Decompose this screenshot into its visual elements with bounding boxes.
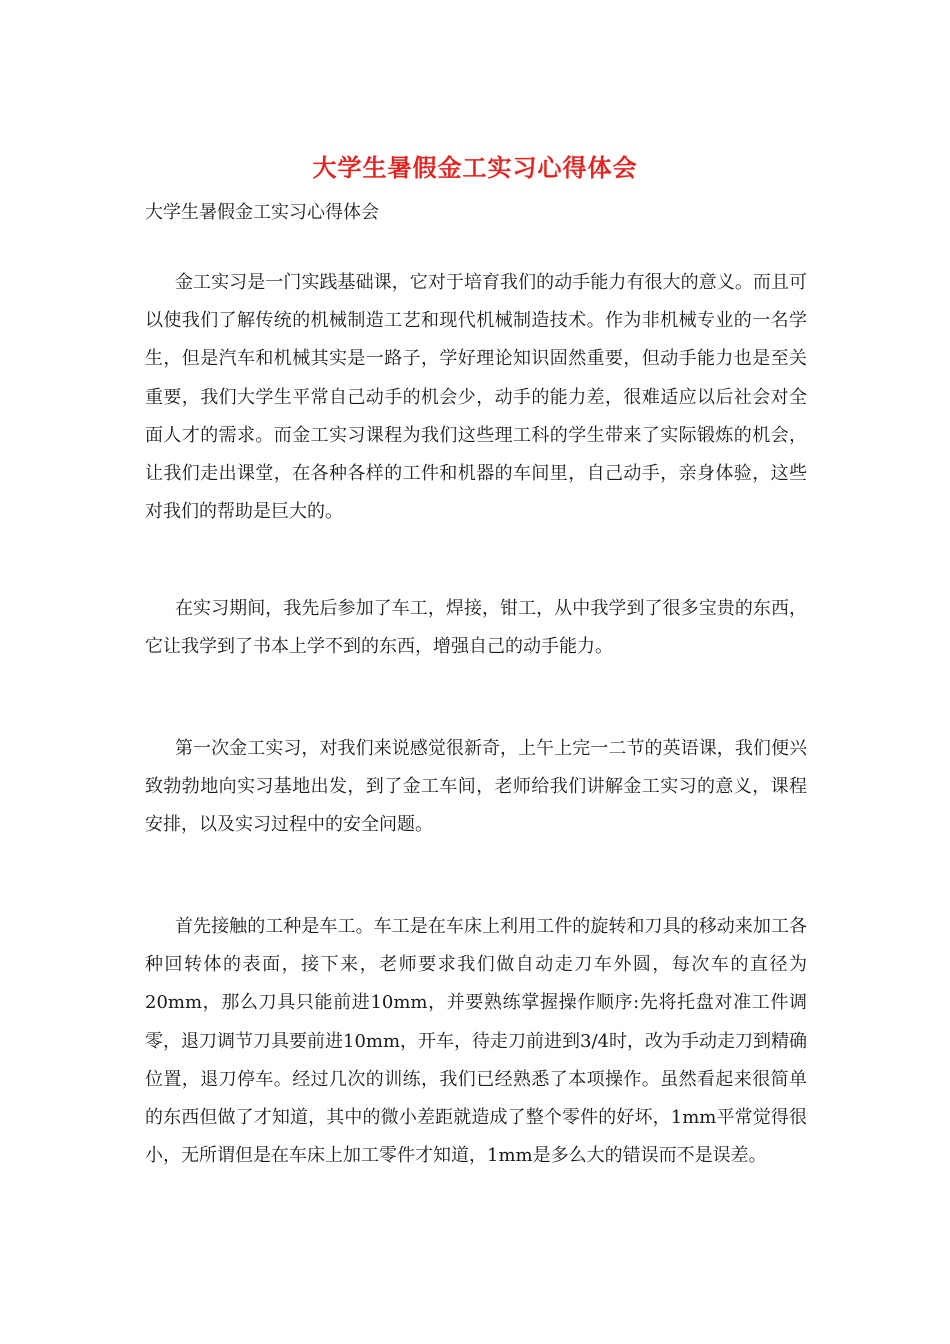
document-title: 大学生暑假金工实习心得体会 — [312, 153, 638, 182]
paragraph-first-practice: 第一次金工实习，对我们来说感觉很新奇，上午上完一二节的英语课，我们便兴致勃勃地向实习基地出发，到了金工车间，老师给我们讲解金工实习的意义，课程安排，以及实习过程中的安全问题。 — [145, 738, 807, 836]
paragraph-lathe-work: 首先接触的工种是车工。车工是在车床上利用工件的旋转和刀具的移动来加工各种回转体的表面，接下来，老师要求我们做自动走刀车外圆，每次车的直径为20mm，那么刀具只能前进10mm，并要熟练掌握操作顺序:先将托盘对准工件调零，退刀调节刀具要前进10mm，开车，待走刀前进到3/4时，改为手动走刀到精确位置，退刀停车。经过几次的训练，我们已经熟悉了本项操作。虽然看起来很简单的东西但做了才知道，其中的微小差距就造成了整个零件的好坏，1mm平常觉得很小，无所谓但是在车床上加工零件才知道，1mm是多么大的错误而不是误差。 — [145, 916, 808, 1167]
paragraph-internship-period: 在实习期间，我先后参加了车工，焊接，钳工，从中我学到了很多宝贵的东西，它让我学到了书本上学不到的东西，增强自己的动手能力。 — [145, 598, 807, 658]
document-subtitle: 大学生暑假金工实习心得体会 — [145, 202, 379, 223]
paragraph-intro: 金工实习是一门实践基础课，它对于培育我们的动手能力有很大的意义。而且可以使我们了解传统的机械制造工艺和现代机械制造技术。作为非机械专业的一名学生，但是汽车和机械其实是一路子，学好理论知识固然重要，但动手能力也是至关重要，我们大学生平常自己动手的机会少，动手的能力差，很难适应以后社会对全面人才的需求。而金工实习课程为我们这些理工科的学生带来了实际锻炼的机会，让我们走出课堂，在各种各样的工件和机器的车间里，自己动手，亲身体验，这些对我们的帮助是巨大的。 — [145, 272, 807, 523]
